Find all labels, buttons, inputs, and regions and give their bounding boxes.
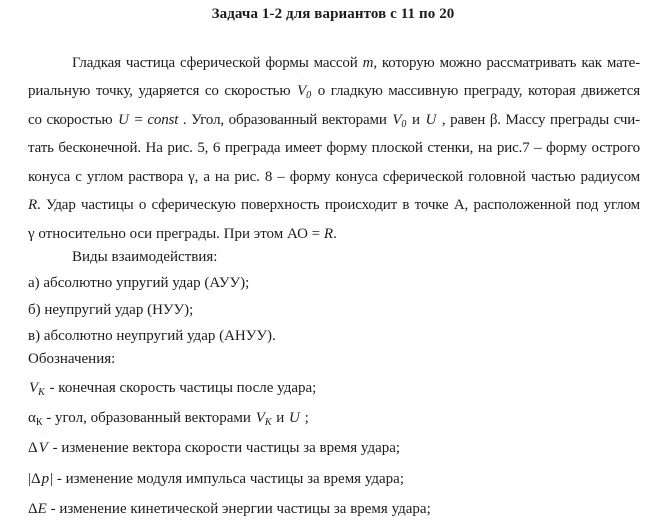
vector-symbol: → $V_К$ bbox=[255, 403, 273, 433]
text-line bbox=[28, 270, 640, 296]
vector-symbol: → $V_0$ bbox=[391, 106, 407, 134]
vector-symbol: → $V_К$ bbox=[28, 373, 46, 403]
text-segment: = bbox=[129, 111, 148, 128]
vector-symbol: → U bbox=[425, 106, 438, 134]
text-line bbox=[28, 297, 640, 323]
text-segment: б) неупругий удар (НУУ); bbox=[28, 301, 194, 318]
text-segment: - угол, образованный векторами bbox=[42, 409, 255, 426]
text-segment: Гладкая частица сферической формы массой bbox=[72, 55, 363, 71]
text-line bbox=[28, 49, 640, 77]
text-segment: . bbox=[333, 225, 337, 242]
italic-text-segment: R bbox=[28, 197, 38, 214]
text-segment: а) абсолютно упругий удар (АУУ); bbox=[28, 275, 250, 292]
text-segment: и bbox=[407, 111, 425, 128]
text-segment: . Угол, образованный векторами bbox=[178, 111, 392, 128]
document-title: Задача 1-2 для вариантов с 11 по 20 bbox=[211, 6, 455, 22]
text-segment: Обозначения: bbox=[28, 351, 116, 368]
text-segment: и bbox=[272, 409, 289, 426]
italic-text-segment: const bbox=[147, 111, 179, 128]
text-segment: Δ bbox=[28, 501, 38, 518]
text-line bbox=[28, 464, 640, 494]
text-segment: ; bbox=[300, 409, 309, 426]
text-line bbox=[28, 403, 640, 433]
vector-symbol: → U bbox=[288, 403, 301, 433]
text-segment: - изменение вектора скорости частицы за время удара; bbox=[48, 440, 401, 457]
text-segment: γ относительно оси преграды. При этом АО = bbox=[28, 225, 324, 242]
text-segment: Виды взаимодействия: bbox=[72, 249, 218, 266]
subscript: 0 bbox=[401, 118, 407, 130]
subscript: К bbox=[264, 416, 272, 428]
italic-text-segment: E bbox=[37, 501, 47, 518]
vector-symbol: → $V_0$ bbox=[296, 77, 312, 105]
text-segment: в) абсолютно неупругий удар (АНУУ). bbox=[28, 327, 276, 344]
text-segment: риальную точку, ударяется со скоростью bbox=[28, 83, 297, 100]
text-line bbox=[28, 373, 640, 403]
text-line bbox=[28, 346, 640, 372]
text-line bbox=[28, 163, 640, 191]
text-line bbox=[28, 134, 640, 162]
subscript: К bbox=[38, 386, 45, 398]
text-segment: тать бесконечной. На рис. 5, 6 преграда имеет форму плоской стенки, на рис.7 – форму острого bbox=[28, 140, 640, 157]
vector-symbol: → V bbox=[38, 433, 49, 463]
text-segment: $\alpha_К$ bbox=[28, 409, 43, 428]
text-segment: . Удар частицы о сферическую поверхность происходит в точке А, расположенной под углом bbox=[37, 197, 640, 214]
vector-symbol: → p bbox=[41, 464, 51, 494]
text-segment: | - изменение модуля импульса частицы за время удара; bbox=[50, 470, 405, 487]
text-segment: , которую можно рассматривать как мате- bbox=[373, 55, 640, 71]
text-line bbox=[28, 191, 640, 219]
text-line bbox=[28, 106, 640, 134]
subscript: К bbox=[35, 416, 43, 428]
text-line bbox=[28, 77, 640, 105]
text-segment: , равен β. Массу преграды счи- bbox=[437, 111, 640, 128]
text-segment: конуса с углом раствора γ, а на рис. 8 – форму конуса сферической головной частью радиусом bbox=[28, 168, 640, 185]
text-segment: - изменение кинетической энергии частицы за время удара; bbox=[46, 501, 431, 518]
text-line bbox=[28, 433, 640, 463]
subscript: 0 bbox=[306, 90, 312, 102]
text-segment: - конечная скорость частицы после удара; bbox=[45, 379, 317, 396]
italic-text-segment: m bbox=[362, 55, 374, 71]
document-body bbox=[28, 49, 640, 525]
text-line bbox=[28, 494, 640, 524]
text-segment: |Δ bbox=[28, 470, 41, 487]
vector-symbol: → U bbox=[117, 106, 130, 134]
italic-text-segment: R bbox=[323, 225, 334, 242]
text-segment: со скоростью bbox=[28, 111, 118, 128]
text-segment: о гладкую массивную преграду, которая движется bbox=[312, 83, 640, 100]
text-segment: Δ bbox=[28, 440, 38, 457]
